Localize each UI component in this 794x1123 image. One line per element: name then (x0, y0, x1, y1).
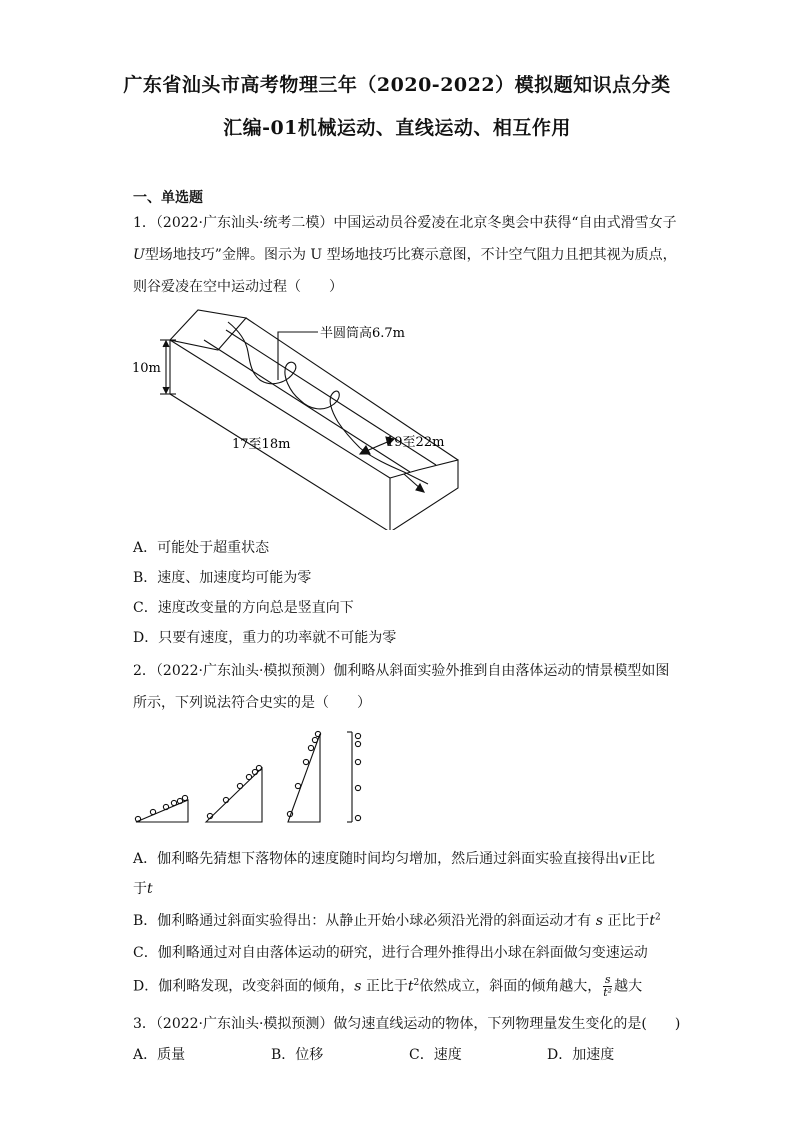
q3-stem: 3．（2022·广东汕头·模拟预测）做匀速直线运动的物体，下列物理量发生变化的是( ) (133, 1016, 681, 1032)
q2-option-d-t: t (407, 978, 414, 995)
q2-stem-line-1: 2．（2022·广东汕头·模拟预测）伽利略从斜面实验外推到自由落体运动的情景模型如图 (133, 663, 670, 679)
q2-option-b-t: t (649, 913, 656, 929)
inclines-figure (128, 728, 378, 828)
q2-option-a-line-1 (133, 848, 655, 868)
q3-option-c: C．速度 (409, 1047, 462, 1063)
halfpipe-figure (128, 300, 468, 530)
q2-option-a-yu: 于 (133, 881, 147, 897)
q1-option-d: D．只要有速度，重力的功率就不可能为零 (133, 630, 397, 646)
figure-label-halfpipe: 半圆筒高6.7m (320, 326, 406, 341)
q2-option-a-text: A．伽利略先猜想下落物体的速度随时间均匀增加，然后通过斜面实验直接得出 (133, 851, 620, 867)
q2-option-d-fraction (603, 974, 612, 999)
q2-option-c: C．伽利略通过对自由落体运动的研究，进行合理外推得出小球在斜面做匀变速运动 (133, 945, 648, 961)
q2-option-d-text-d: 越大 (614, 978, 643, 995)
q2-option-b-exp: 2 (655, 912, 661, 923)
q1-option-c: C．速度改变量的方向总是竖直向下 (133, 600, 354, 616)
q2-option-a-mid: 正比 (627, 851, 656, 867)
q2-option-a-t: t (147, 881, 153, 897)
figure-label-length: 17至18m (232, 437, 291, 452)
q1-stem-line-1: 1．（2022·广东汕头·统考二模）中国运动员谷爱凌在北京冬奥会中获得“自由式滑雪女子 (133, 215, 677, 231)
q3-option-d: D．加速度 (547, 1047, 615, 1063)
q1-u-italic: U (133, 247, 145, 263)
q2-option-b-mid: 正比于 (607, 913, 650, 929)
q1-option-a: A．可能处于超重状态 (133, 540, 270, 556)
q2-option-d (133, 974, 642, 999)
fraction-numerator: s (604, 973, 611, 986)
fraction-denominator: t² (603, 986, 613, 999)
q2-option-d-text-c: 依然成立，斜面的倾角越大， (419, 978, 602, 995)
q2-option-b-text: B．伽利略通过斜面实验得出：从静止开始小球必须沿光滑的斜面运动才有 (133, 913, 592, 929)
q2-option-d-exp: 2 (413, 977, 420, 988)
page-title-line-1: 广东省汕头市高考物理三年（2020-2022）模拟题知识点分类 (123, 74, 671, 96)
page-title-line-2: 汇编-01机械运动、直线运动、相互作用 (223, 117, 571, 139)
q2-stem-line-2: 所示，下列说法符合史实的是（ ） (133, 695, 371, 711)
q1-stem-line-2-text: 型场地技巧”金牌。图示为 U 型场地技巧比赛示意图，不计空气阻力且把其视为质点， (144, 247, 677, 263)
figure-label-width: 19至22m (386, 435, 445, 450)
q2-option-a-v: v (619, 851, 628, 867)
q2-option-d-s: s (354, 978, 362, 995)
q1-stem-line-3: 则谷爱凌在空中运动过程（ ） (133, 279, 343, 295)
q1-option-b: B．速度、加速度均可能为零 (133, 570, 312, 586)
q3-option-a: A．质量 (133, 1047, 186, 1063)
q2-option-b (133, 910, 661, 930)
q2-option-b-s: s (595, 913, 603, 929)
q2-option-d-text-b: 正比于 (365, 978, 408, 995)
q2-option-a-line-2 (133, 878, 153, 898)
q3-option-b: B．位移 (271, 1047, 324, 1063)
q3-options (133, 1044, 653, 1064)
q2-option-d-text-a: D．伽利略发现，改变斜面的倾角， (133, 978, 355, 995)
figure-label-height: 10m (132, 361, 161, 376)
section-heading: 一、单选题 (133, 190, 203, 206)
q1-stem-line-2 (133, 244, 677, 264)
